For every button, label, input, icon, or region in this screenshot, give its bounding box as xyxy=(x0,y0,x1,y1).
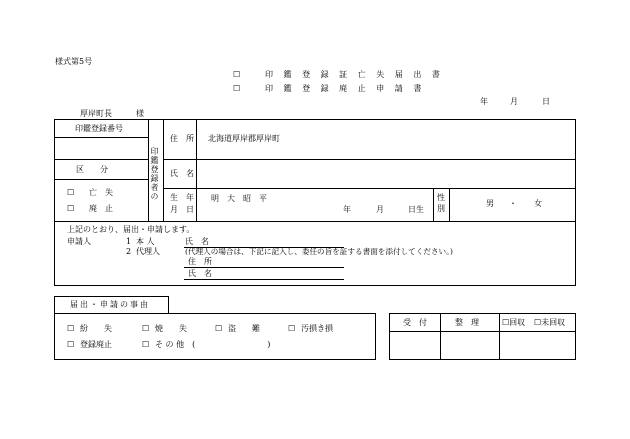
option-abolish-checkbox[interactable]: ☐ xyxy=(67,204,75,213)
reason-abolish-label: 登録廃止 xyxy=(80,340,112,349)
proxy-address-line[interactable] xyxy=(184,267,344,268)
address-value[interactable]: 北海道厚岸郡厚岸町 xyxy=(208,134,280,143)
address-label: 住 所 xyxy=(170,134,194,143)
option-lost-label: 亡 失 xyxy=(89,188,113,197)
applicant-opt1-label[interactable]: 本 人 xyxy=(136,237,155,246)
birth-day-label: 日生 xyxy=(408,205,424,214)
reason-other-label: そ の 他 ( ) xyxy=(155,340,271,349)
title-checkbox-lost[interactable]: ☐ xyxy=(233,70,241,79)
date-month-label: 月 xyxy=(510,97,518,106)
form-number: 様式第5号 xyxy=(55,57,93,66)
category-label: 区 分 xyxy=(76,165,108,174)
date-day-label: 日 xyxy=(542,97,550,106)
addressee-honorific: 様 xyxy=(136,109,144,118)
date-year-label: 年 xyxy=(480,97,488,106)
addressee-name: 厚岸町長 xyxy=(80,109,112,118)
office-processing-label: 整 理 xyxy=(455,318,479,327)
title-abolish-application: 印 鑑 登 録 廃 止 申 請 書 xyxy=(265,84,426,93)
office-recovered-checkbox[interactable]: ☐回収 xyxy=(502,318,526,327)
proxy-name-label: 氏 名 xyxy=(188,269,212,278)
office-reception-label: 受 付 xyxy=(403,318,427,327)
proxy-name-line[interactable] xyxy=(184,279,344,280)
birth-label-1: 生 年 xyxy=(170,193,194,202)
office-unrecovered-checkbox[interactable]: ☐未回収 xyxy=(534,318,566,327)
applicant-opt1-num[interactable]: 1 xyxy=(126,237,132,246)
name-field[interactable] xyxy=(197,160,575,188)
reason-theft-label: 盗 難 xyxy=(228,324,260,333)
sex-male-option[interactable]: 男 xyxy=(486,199,494,208)
reason-burned-checkbox[interactable]: ☐ xyxy=(142,324,150,333)
reason-burned-label: 焼 失 xyxy=(155,324,187,333)
option-abolish-label: 廃 止 xyxy=(89,204,113,213)
reason-damaged-label: 汚損き損 xyxy=(301,324,333,333)
reason-other-checkbox[interactable]: ☐ xyxy=(142,340,150,349)
applicant-statement: 上記のとおり、届出・申請します。 xyxy=(67,225,195,234)
reason-theft-checkbox[interactable]: ☐ xyxy=(215,324,223,333)
title-lost-report: 印 鑑 登 録 証 亡 失 届 出 書 xyxy=(265,70,444,79)
sex-label-1: 性 xyxy=(437,193,445,202)
applicant-opt2-label[interactable]: 代理人 xyxy=(136,247,160,256)
applicant-label: 申請人 xyxy=(67,237,91,246)
applicant-name-label: 氏 名 xyxy=(185,237,209,246)
proxy-note: (代理人の場合は、下記に記入し、委任の旨を証する書面を添付してください。) xyxy=(185,247,453,256)
reason-title: 届出・申請の事由 xyxy=(70,300,150,309)
reg-no-label: 印鑑登録番号 xyxy=(75,124,123,133)
name-label: 氏 名 xyxy=(170,169,194,178)
birth-label-2: 月 日 xyxy=(170,205,194,214)
reg-no-field[interactable] xyxy=(55,138,148,159)
reason-box xyxy=(54,313,376,360)
reason-abolish-checkbox[interactable]: ☐ xyxy=(67,340,75,349)
birth-month-label: 月 xyxy=(376,205,384,214)
option-lost-checkbox[interactable]: ☐ xyxy=(67,188,75,197)
birth-year-label: 年 xyxy=(343,205,351,214)
sex-label-2: 別 xyxy=(437,204,445,213)
reason-lost-label: 紛 失 xyxy=(80,324,112,333)
reason-lost-checkbox[interactable]: ☐ xyxy=(67,324,75,333)
sex-female-option[interactable]: 女 xyxy=(534,199,542,208)
registrant-section-label: 印鑑登録者の xyxy=(150,147,159,201)
proxy-address-label: 住 所 xyxy=(188,257,212,266)
birth-era-options[interactable]: 明 大 昭 平 xyxy=(211,194,267,203)
reason-damaged-checkbox[interactable]: ☐ xyxy=(288,324,296,333)
title-checkbox-abolish[interactable]: ☐ xyxy=(233,84,241,93)
applicant-opt2-num[interactable]: 2 xyxy=(126,247,132,256)
sex-separator: ・ xyxy=(509,199,517,208)
